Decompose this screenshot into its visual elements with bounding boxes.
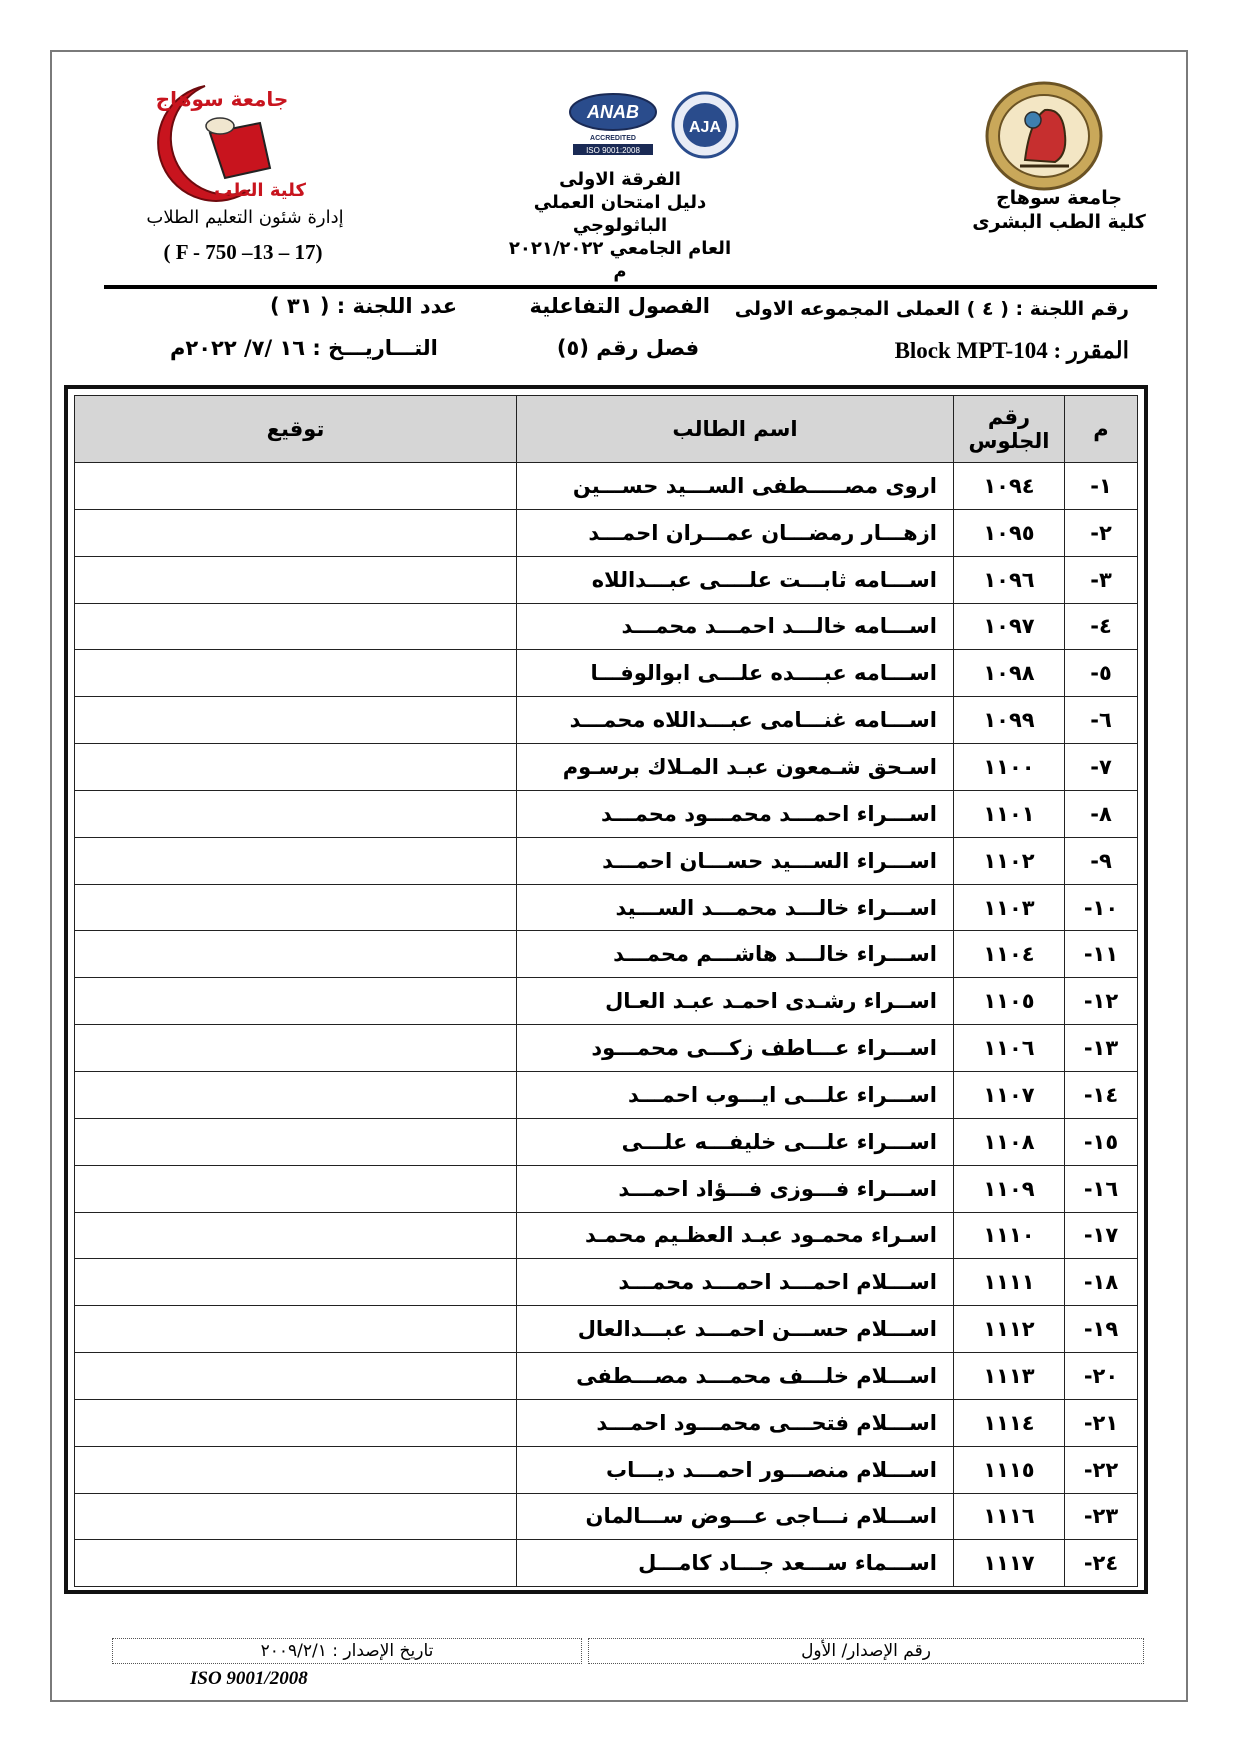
table-row (75, 790, 1138, 837)
signature-cell[interactable] (75, 1399, 517, 1446)
seat-number-cell: ١١١٢ (954, 1306, 1065, 1353)
table-row (75, 1118, 1138, 1165)
signature-cell[interactable] (75, 1493, 517, 1540)
seat-number-cell: ١١٠٥ (954, 978, 1065, 1025)
sohag-university-seal-icon (985, 80, 1103, 192)
student-name-cell: اســـراء خالـــد هاشـــم محمـــد (517, 931, 954, 978)
university-label: جامعة سوهاج (995, 187, 1123, 209)
signature-cell[interactable] (75, 744, 517, 791)
seat-number-cell: ١١٠٤ (954, 931, 1065, 978)
table-row (75, 603, 1138, 650)
index-cell: ٩- (1065, 837, 1138, 884)
seat-number-cell: ١١١٥ (954, 1446, 1065, 1493)
index-cell: ١٨- (1065, 1259, 1138, 1306)
student-name-cell: اروى مصـــــطفى الســـيد حســـين (517, 463, 954, 510)
exam-halls: الفصول التفاعلية (529, 294, 710, 318)
table-row (75, 1353, 1138, 1400)
seat-number-cell: ١١١٧ (954, 1540, 1065, 1587)
signature-cell[interactable] (75, 931, 517, 978)
seat-number-cell: ١١٠٠ (954, 744, 1065, 791)
committee-number: رقم اللجنة : ( ٤ ) العملى المجموعه الاولى (734, 298, 1129, 320)
department-name: إدارة شئون التعليم الطلاب (146, 207, 344, 228)
seat-number-cell: ١١١٣ (954, 1353, 1065, 1400)
committee-count: عدد اللجنة : ( ٣١ ) (270, 294, 458, 318)
svg-text:ACCREDITED: ACCREDITED (590, 135, 636, 142)
index-cell: ٨- (1065, 790, 1138, 837)
signature-cell[interactable] (75, 650, 517, 697)
seat-number-cell: ١١٠٦ (954, 1025, 1065, 1072)
exam-guide-title (500, 168, 740, 283)
table-row (75, 697, 1138, 744)
student-name-cell: اســـامه خالـــد احمـــد محمـــد (517, 603, 954, 650)
signature-cell[interactable] (75, 837, 517, 884)
svg-text:ISO 9001:2008: ISO 9001:2008 (586, 146, 640, 155)
signature-cell[interactable] (75, 1071, 517, 1118)
table-row (75, 1493, 1138, 1540)
index-cell: ٣- (1065, 556, 1138, 603)
seat-number-cell: ١١١٦ (954, 1493, 1065, 1540)
table-row (75, 509, 1138, 556)
index-cell: ٧- (1065, 744, 1138, 791)
index-cell: ١٦- (1065, 1165, 1138, 1212)
index-cell: ١٧- (1065, 1212, 1138, 1259)
index-cell: ١٠- (1065, 884, 1138, 931)
student-name-cell: اســـماء ســـعد جـــاد كامـــل (517, 1540, 954, 1587)
table-row (75, 931, 1138, 978)
signature-cell[interactable] (75, 1306, 517, 1353)
student-name-cell: اســـامه غنـــامى عبـــداللاه محمـــد (517, 697, 954, 744)
index-cell: ٦- (1065, 697, 1138, 744)
student-name-cell: اســـراء فـــوزى فـــؤاد احمـــد (517, 1165, 954, 1212)
index-cell: ٢٠- (1065, 1353, 1138, 1400)
table-row (75, 1446, 1138, 1493)
table-row (75, 1259, 1138, 1306)
index-cell: ١١- (1065, 931, 1138, 978)
signature-cell[interactable] (75, 1446, 517, 1493)
signature-cell[interactable] (75, 790, 517, 837)
svg-text:جامعة سوهاج: جامعة سوهاج (155, 87, 289, 111)
seat-number-cell: ١١٠١ (954, 790, 1065, 837)
table-row (75, 884, 1138, 931)
student-name-cell: اســـامه ثابـــت علــــى عبـــداللاه (517, 556, 954, 603)
signature-cell[interactable] (75, 1353, 517, 1400)
issue-date-box: تاريخ الإصدار : ٢٠٠٩/٢/١ (112, 1638, 582, 1664)
table-row (75, 1399, 1138, 1446)
table-row (75, 1165, 1138, 1212)
signature-cell[interactable] (75, 1118, 517, 1165)
student-name-cell: اســـراء علـــى خليفـــه علـــى (517, 1118, 954, 1165)
index-cell: ١- (1065, 463, 1138, 510)
index-cell: ٢١- (1065, 1399, 1138, 1446)
student-name-cell: اســـلام نـــاجى عـــوض ســـالمان (517, 1493, 954, 1540)
table-row (75, 556, 1138, 603)
seat-number-cell: ١١٠٨ (954, 1118, 1065, 1165)
signature-cell[interactable] (75, 1025, 517, 1072)
index-cell: ٢٢- (1065, 1446, 1138, 1493)
signature-cell[interactable] (75, 556, 517, 603)
signature-cell[interactable] (75, 1540, 517, 1587)
seat-number-cell: ١١١٤ (954, 1399, 1065, 1446)
seat-number-cell: ١١٠٧ (954, 1071, 1065, 1118)
table-body (75, 463, 1138, 1587)
student-name-cell: اســـلام حســـن احمـــد عبـــدالعال (517, 1306, 954, 1353)
seat-number-cell: ١٠٩٨ (954, 650, 1065, 697)
index-cell: ١٤- (1065, 1071, 1138, 1118)
svg-text:كلية الطب: كلية الطب (214, 180, 306, 201)
index-cell: ٢- (1065, 509, 1138, 556)
signature-cell[interactable] (75, 697, 517, 744)
seat-number-cell: ١١٠٣ (954, 884, 1065, 931)
seat-number-cell: ١٠٩٧ (954, 603, 1065, 650)
index-cell: ١٩- (1065, 1306, 1138, 1353)
table-row (75, 650, 1138, 697)
col-header-name: اسم الطالب (517, 396, 954, 463)
course-code: المقرر : Block MPT-104 (894, 338, 1129, 363)
form-code: ( F - 750 –13 – 17) (163, 240, 323, 264)
student-name-cell: اســـلام احمـــد احمـــد محمـــد (517, 1259, 954, 1306)
guide-title: دليل امتحان العملي الباثولوجي (533, 192, 707, 236)
student-name-cell: اســـلام فتحـــى محمـــود احمـــد (517, 1399, 954, 1446)
signature-cell[interactable] (75, 509, 517, 556)
iso-accreditation-badges-icon (565, 90, 755, 160)
university-name (959, 186, 1159, 234)
header-divider (104, 285, 1157, 289)
index-cell: ٤- (1065, 603, 1138, 650)
table-row (75, 1212, 1138, 1259)
faculty-label: كلية الطب البشرى (972, 211, 1146, 233)
svg-text:ANAB: ANAB (587, 102, 639, 122)
student-name-cell: اســـراء عـــاطف زكـــى محمـــود (517, 1025, 954, 1072)
signature-cell[interactable] (75, 1259, 517, 1306)
seat-number-cell: ١٠٩٦ (954, 556, 1065, 603)
academic-year: العام الجامعي ٢٠٢١/٢٠٢٢ م (508, 238, 732, 282)
signature-cell[interactable] (75, 603, 517, 650)
table-row (75, 1071, 1138, 1118)
students-table (74, 395, 1138, 1587)
table-row (75, 1306, 1138, 1353)
issue-number-box: رقم الإصدار/ الأول (588, 1638, 1144, 1664)
col-header-index: م (1065, 396, 1138, 463)
seat-number-cell: ١١٠٢ (954, 837, 1065, 884)
table-row (75, 1025, 1138, 1072)
table-row (75, 837, 1138, 884)
seat-number-cell: ١١١١ (954, 1259, 1065, 1306)
iso-footer-label: ISO 9001/2008 (190, 1668, 308, 1689)
index-cell: ٢٤- (1065, 1540, 1138, 1587)
signature-cell[interactable] (75, 463, 517, 510)
signature-cell[interactable] (75, 1165, 517, 1212)
signature-cell[interactable] (75, 978, 517, 1025)
index-cell: ١٥- (1065, 1118, 1138, 1165)
student-name-cell: اســـراء احمـــد محمـــود محمـــد (517, 790, 954, 837)
student-name-cell: اســـامه عبــــده علـــى ابوالوفـــا (517, 650, 954, 697)
index-cell: ١٢- (1065, 978, 1138, 1025)
index-cell: ١٣- (1065, 1025, 1138, 1072)
exam-date: التـــاريـــخ : ١٦ /٧/ ٢٠٢٢م (170, 336, 438, 360)
student-name-cell: اسـحق شـمعون عبـد المـلاك برسـوم (517, 744, 954, 791)
students-table-frame (64, 385, 1148, 1594)
table-header-row (75, 396, 1138, 463)
col-header-seat: رقم الجلوس (954, 396, 1065, 463)
col-header-signature: توقيع (75, 396, 517, 463)
student-name-cell: اســـلام خلـــف محمـــد مصـــطفى (517, 1353, 954, 1400)
seat-number-cell: ١٠٩٥ (954, 509, 1065, 556)
table-row (75, 1540, 1138, 1587)
student-name-cell: اســـلام منصـــور احمـــد ديـــاب (517, 1446, 954, 1493)
year-level: الفرقة الاولى (559, 169, 681, 190)
table-row (75, 463, 1138, 510)
student-name-cell: ازهـــار رمضـــان عمـــران احمـــد (517, 509, 954, 556)
student-name-cell: اســـراء علـــى ايـــوب احمـــد (517, 1071, 954, 1118)
seat-number-cell: ١٠٩٩ (954, 697, 1065, 744)
student-name-cell: اسـراء محمـود عبـد العظـيم محمـد (517, 1212, 954, 1259)
seat-number-cell: ١١١٠ (954, 1212, 1065, 1259)
student-name-cell: اســـراء الســـيد حســـان احمـــد (517, 837, 954, 884)
seat-number-cell: ١٠٩٤ (954, 463, 1065, 510)
signature-cell[interactable] (75, 1212, 517, 1259)
table-row (75, 978, 1138, 1025)
index-cell: ٥- (1065, 650, 1138, 697)
seat-number-cell: ١١٠٩ (954, 1165, 1065, 1212)
room-number: فصل رقم (٥) (556, 336, 700, 360)
svg-text:AJA: AJA (688, 119, 722, 136)
signature-cell[interactable] (75, 884, 517, 931)
faculty-of-medicine-logo-icon (110, 78, 310, 203)
table-row (75, 744, 1138, 791)
student-name-cell: اســراء رشـدى احمـد عبـد العـال (517, 978, 954, 1025)
index-cell: ٢٣- (1065, 1493, 1138, 1540)
student-name-cell: اســـراء خالـــد محمـــد الســـيد (517, 884, 954, 931)
